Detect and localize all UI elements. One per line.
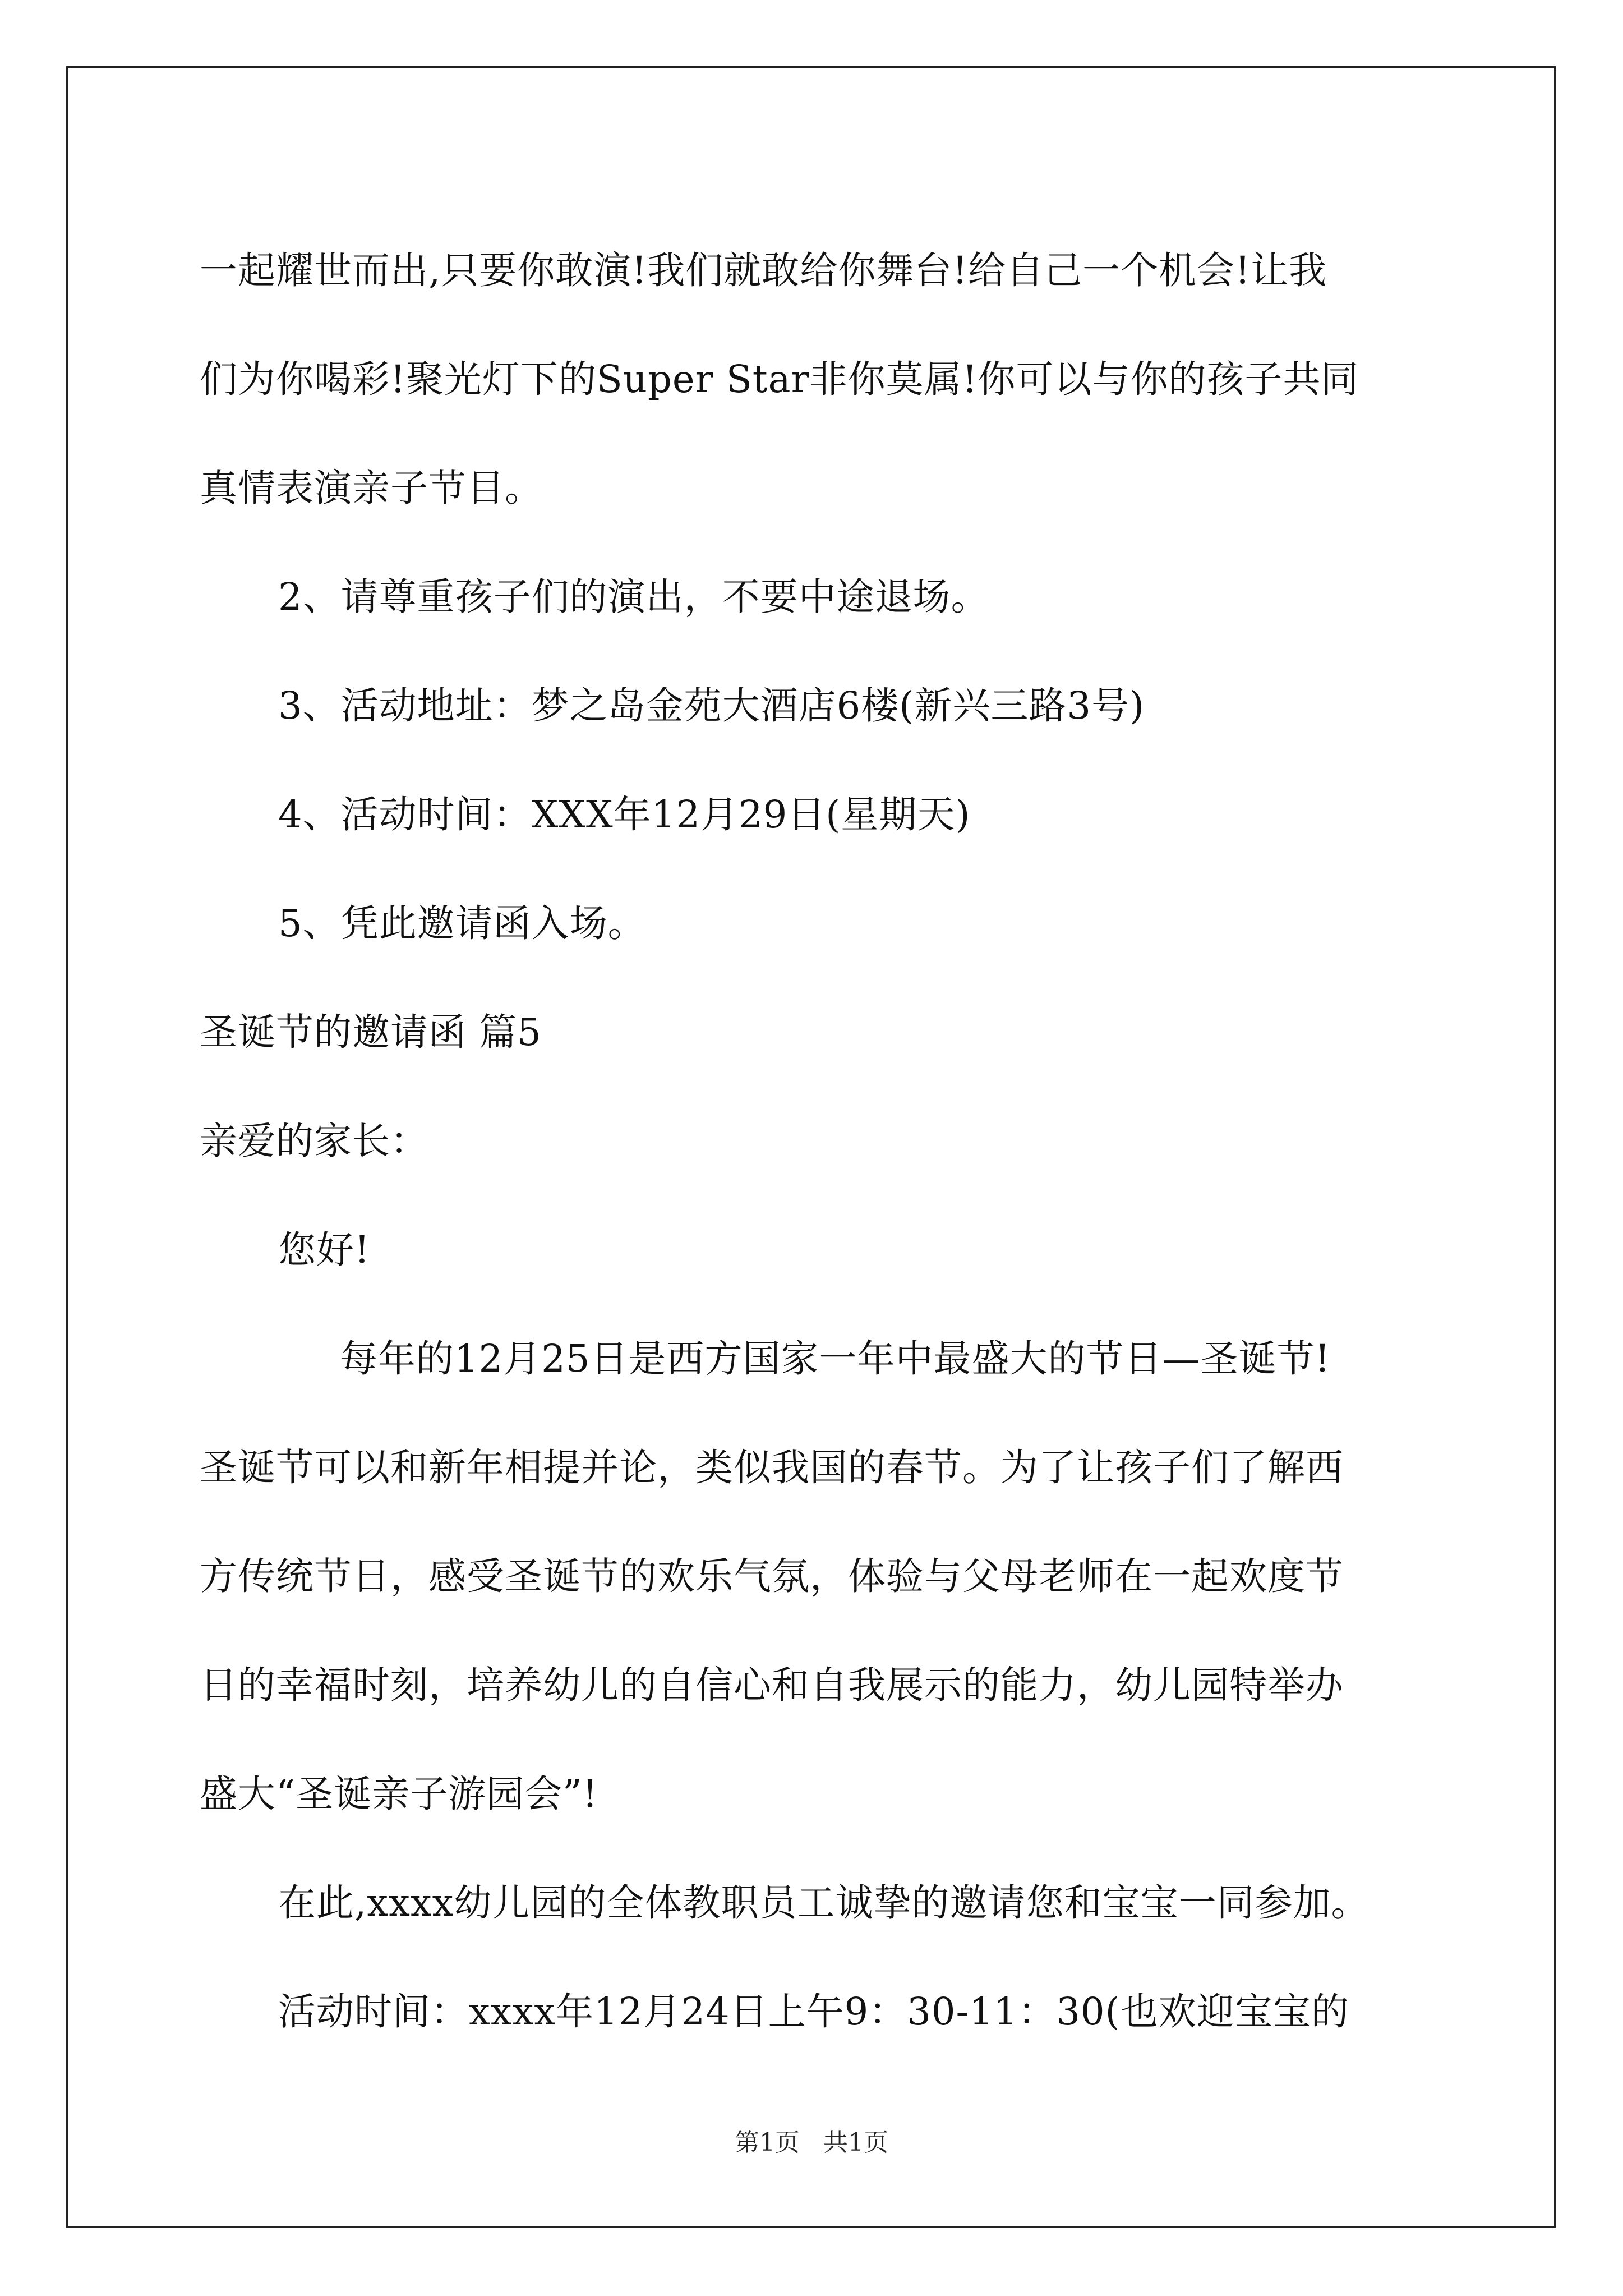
text-line: 在此,xxxx幼儿园的全体教职员工诚挚的邀请您和宝宝一同参加。: [278, 1881, 1370, 1925]
text-line: 们为你喝彩!聚光灯下的Super Star非你莫属!你可以与你的孩子共同: [200, 357, 1359, 401]
text-line: 日的幸福时刻，培养幼儿的自信心和自我展示的能力，幼儿园特举办: [200, 1663, 1344, 1707]
section-heading: 圣诞节的邀请函 篇5: [200, 1010, 542, 1054]
text-line: 真情表演亲子节目。: [200, 466, 543, 510]
list-item-2: 2、请尊重孩子们的演出，不要中途退场。: [278, 575, 989, 619]
page-total: 共1页: [823, 2128, 888, 2157]
list-item-3: 3、活动地址：梦之岛金苑大酒店6楼(新兴三路3号): [278, 684, 1145, 728]
text-line: 活动时间：xxxx年12月24日上午9：30-11：30(也欢迎宝宝的: [278, 1990, 1349, 2033]
text-line: 圣诞节可以和新年相提并论，类似我国的春节。为了让孩子们了解西: [200, 1446, 1344, 1489]
greeting: 您好!: [278, 1228, 370, 1272]
text-line: 盛大“圣诞亲子游园会”!: [200, 1772, 598, 1816]
list-item-4: 4、活动时间：XXX年12月29日(星期天): [278, 793, 971, 836]
page-number: 第1页: [735, 2128, 800, 2157]
text-line: 方传统节日，感受圣诞节的欢乐气氛，体验与父母老师在一起欢度节: [200, 1554, 1344, 1598]
salutation: 亲爱的家长：: [200, 1119, 428, 1163]
text-line: 一起耀世而出,只要你敢演!我们就敢给你舞台!给自己一个机会!让我: [200, 249, 1327, 292]
page-footer: [0, 2126, 1623, 2160]
list-item-5: 5、凭此邀请函入场。: [278, 901, 646, 945]
document-body: [200, 216, 1422, 2066]
text-line: 每年的12月25日是西方国家一年中最盛大的节日—圣诞节!: [340, 1337, 1331, 1381]
